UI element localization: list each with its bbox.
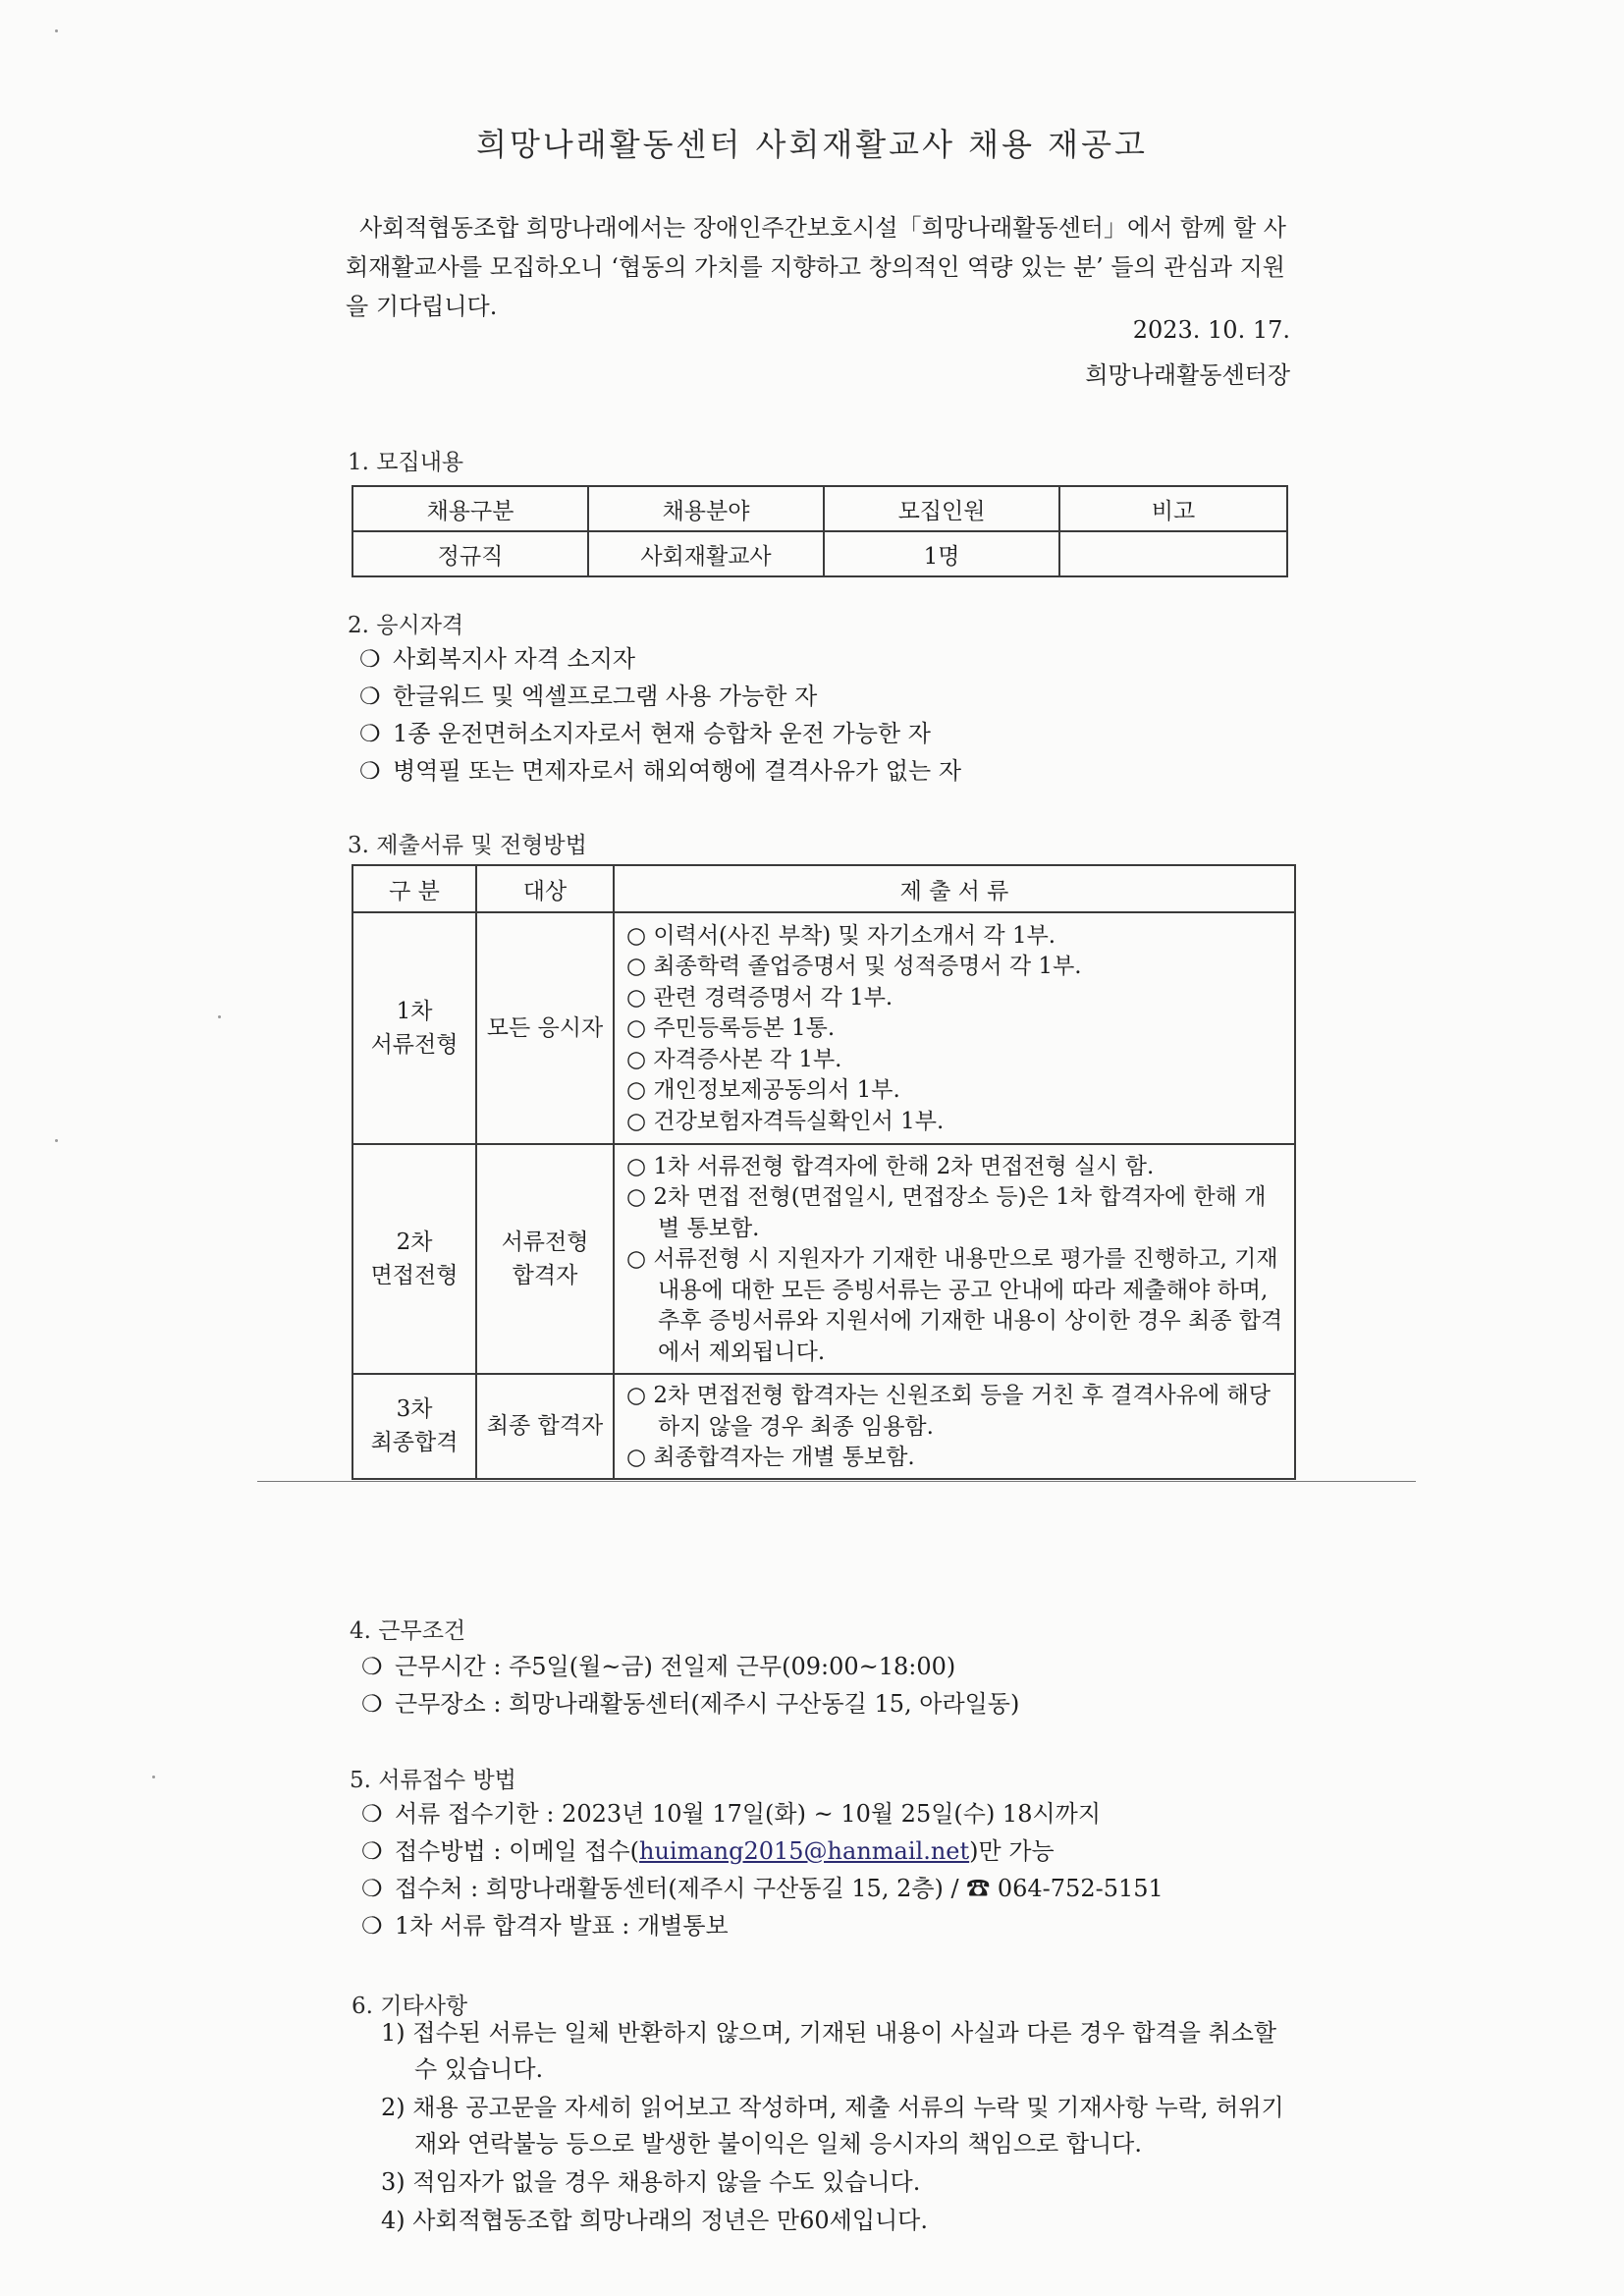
work-conditions-list [361,1648,1019,1722]
list-item: ○ 이력서(사진 부착) 및 자기소개서 각 1부. [626,922,1056,949]
stage-cell: 1차 서류전형 [352,912,476,1144]
table-header-cell: 제 출 서 류 [614,865,1295,912]
table-header-cell: 대상 [476,865,614,912]
section3-heading: 3. 제출서류 및 전형방법 [348,833,587,858]
scan-speck [218,1015,221,1018]
circle-bullet-icon: ❍ [361,1690,383,1718]
list-item: ○ 자격증사본 각 1부. [626,1046,842,1072]
list-item: ❍ 접수처 : 희망나래활동센터(제주시 구산동길 15, 2층) / ☎ 064-752-5151 [361,1870,1164,1907]
table-cell: 사회재활교사 [588,531,824,576]
notice-date: 2023. 10. 17. [1132,316,1290,344]
section2-heading: 2. 응시자격 [348,613,464,638]
documents-cell [614,912,1295,1144]
table-row [352,1374,1295,1479]
circle-bullet-icon: ❍ [359,720,381,747]
table-header-cell: 비고 [1059,486,1287,531]
application-method-list [361,1795,1164,1944]
table-header-cell: 채용구분 [352,486,588,531]
target-cell: 최종 합격자 [476,1374,614,1479]
list-item: ○ 서류전형 시 지원자가 기재한 내용만으로 평가를 진행하고, 기재 내용에 대한 모든 증빙서류는 공고 안내에 따라 제출해야 하며, 추후 증빙서류와 지원서에 기재한 내용이 상이한 경우 최종 합격에서 제외됩니다. [626,1246,1283,1365]
list-item: ○ 개인정보제공동의서 1부. [626,1077,900,1104]
table-row [352,912,1295,1144]
section1-heading: 1. 모집내용 [348,450,464,475]
documents-cell [614,1374,1295,1479]
target-cell: 서류전형 합격자 [476,1144,614,1374]
list-item: ❍ 1종 운전면허소지자로서 현재 승합차 운전 가능한 자 [359,715,961,752]
scan-speck [55,1139,58,1142]
stage-cell: 3차 최종합격 [352,1374,476,1479]
table-row [352,1144,1295,1374]
table-cell [1059,531,1287,576]
list-item: ❍ 근무시간 : 주5일(월~금) 전일제 근무(09:00~18:00) [361,1648,1019,1685]
table-header-cell: 모집인원 [824,486,1059,531]
list-item: ○ 관련 경력증명서 각 1부. [626,984,893,1011]
list-item: 1) 접수된 서류는 일체 반환하지 않으며, 기재된 내용이 사실과 다른 경우 합격을 취소할 수 있습니다. [381,2019,1277,2083]
stage-cell: 2차 면접전형 [352,1144,476,1374]
selection-process-table [352,864,1296,1480]
list-item: ❍ 접수방법 : 이메일 접수(huimang2015@hanmail.net)만 가능 [361,1832,1164,1870]
section6-heading: 6. 기타사항 [352,1994,468,2019]
recruitment-table [352,485,1288,577]
table-header-cell: 채용분야 [588,486,824,531]
list-item: 3) 적임자가 없을 경우 채용하지 않을 수도 있습니다. [381,2168,921,2196]
list-item: ○ 최종합격자는 개별 통보함. [626,1445,915,1470]
email-link[interactable]: huimang2015@hanmail.net [639,1837,970,1865]
document-title: 희망나래활동센터 사회재활교사 채용 재공고 [476,126,1148,163]
misc-list [381,2015,1300,2241]
table-header-cell: 구 분 [352,865,476,912]
list-item: ❍ 근무장소 : 희망나래활동센터(제주시 구산동길 15, 아라일동) [361,1685,1019,1722]
list-item: ❍ 1차 서류 합격자 발표 : 개별통보 [361,1907,1164,1944]
list-item: ○ 주민등록등본 1통. [626,1015,836,1042]
table-cell: 1명 [824,531,1059,576]
list-item: ○ 2차 면접전형 합격자는 신원조회 등을 거친 후 결격사유에 해당하지 않을 경우 최종 임용함. [626,1383,1271,1440]
scan-speck [55,29,58,32]
qualification-list [359,640,961,790]
target-cell: 모든 응시자 [476,912,614,1144]
list-item: ○ 1차 서류전형 합격자에 한해 2차 면접전형 실시 함. [626,1153,1155,1179]
circle-bullet-icon: ❍ [361,1800,383,1828]
table-cell: 정규직 [352,531,588,576]
section4-heading: 4. 근무조건 [350,1618,466,1644]
circle-bullet-icon: ❍ [359,757,381,785]
list-item: ○ 최종학력 졸업증명서 및 성적증명서 각 1부. [626,954,1082,980]
list-item: ❍ 한글워드 및 엑셀프로그램 사용 가능한 자 [359,678,961,715]
list-item: ❍ 서류 접수기한 : 2023년 10월 17일(화) ~ 10월 25일(수) 18시까지 [361,1795,1164,1832]
circle-bullet-icon: ❍ [359,645,381,673]
intro-paragraph: 사회적협동조합 희망나래에서는 장애인주간보호시설「희망나래활동센터」에서 함께 할 사회재활교사를 모집하오니 ‘협동의 가치를 지향하고 창의적인 역량 있는 분’ 들의 관심과 지원을 기다립니다. [346,214,1286,320]
circle-bullet-icon: ❍ [361,1875,383,1902]
circle-bullet-icon: ❍ [361,1837,383,1865]
list-item: ❍ 사회복지사 자격 소지자 [359,640,961,678]
scan-speck [152,1776,155,1778]
list-item: 2) 채용 공고문을 자세히 읽어보고 작성하며, 제출 서류의 누락 및 기재사항 누락, 허위기재와 연락불능 등으로 발생한 불이익은 일체 응시자의 책임으로 합니다. [381,2094,1284,2158]
circle-bullet-icon: ❍ [359,683,381,710]
notice-signer: 희망나래활동센터장 [1085,361,1290,389]
list-item: ❍ 병역필 또는 면제자로서 해외여행에 결격사유가 없는 자 [359,752,961,790]
circle-bullet-icon: ❍ [361,1912,383,1940]
page-divider [257,1481,1416,1482]
documents-cell [614,1144,1295,1374]
list-item: ○ 2차 면접 전형(면접일시, 면접장소 등)은 1차 합격자에 한해 개별 통보함. [626,1184,1267,1241]
list-item: ○ 건강보험자격득실확인서 1부. [626,1108,945,1134]
list-item: 4) 사회적협동조합 희망나래의 정년은 만60세입니다. [381,2207,928,2234]
circle-bullet-icon: ❍ [361,1653,383,1680]
section5-heading: 5. 서류접수 방법 [350,1768,516,1793]
